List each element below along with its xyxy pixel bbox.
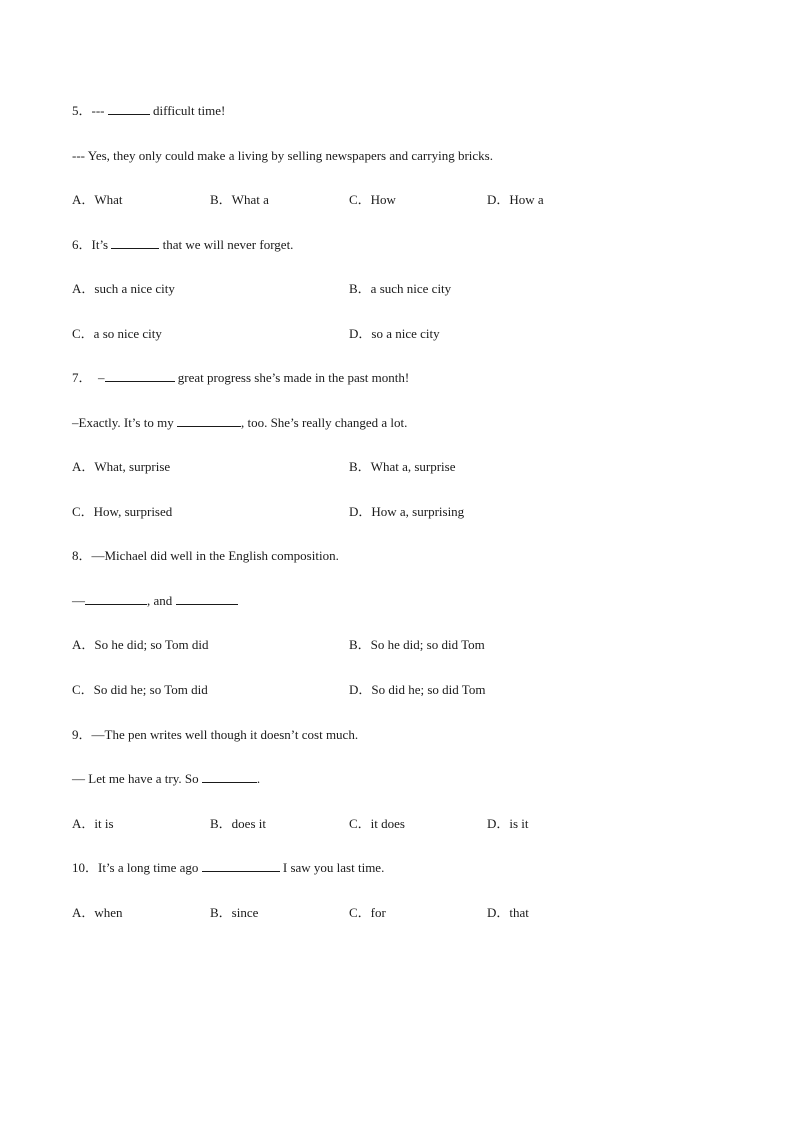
q9-response: — Let me have a try. So . xyxy=(72,771,261,786)
q9-stem: 9．—The pen writes well though it doesn’t cost much. xyxy=(72,727,359,742)
q9-option-c: C．it does xyxy=(349,816,405,831)
q9-option-d: D．is it xyxy=(487,816,529,831)
q6-option-b: B．a such nice city xyxy=(349,281,452,296)
q10-stem: 10．It’s a long time ago I saw you last time. xyxy=(72,860,385,875)
q10-option-c: C．for xyxy=(349,905,386,920)
q7-option-b: B．What a, surprise xyxy=(349,459,456,474)
answer-blank xyxy=(111,237,159,249)
q6-option-d: D．so a nice city xyxy=(349,326,440,341)
q10-option-b: B．since xyxy=(210,905,259,920)
q6-option-a: A．such a nice city xyxy=(72,281,175,296)
q5-option-d: D．How a xyxy=(487,192,544,207)
q9-option-b: B．does it xyxy=(210,816,266,831)
q9-option-a: A．it is xyxy=(72,816,114,831)
answer-blank xyxy=(202,860,280,872)
q8-option-b: B．So he did; so did Tom xyxy=(349,637,485,652)
q7-option-a: A．What, surprise xyxy=(72,459,171,474)
q8-option-c: C．So did he; so Tom did xyxy=(72,682,208,697)
q7-option-c: C．How, surprised xyxy=(72,504,173,519)
q8-option-a: A．So he did; so Tom did xyxy=(72,637,209,652)
q7-response: –Exactly. It’s to my , too. She’s really changed a lot. xyxy=(72,415,408,430)
q7-stem: 7． – great progress she’s made in the past month! xyxy=(72,370,410,385)
q5-stem: 5．--- difficult time! xyxy=(72,103,226,118)
q6-option-c: C．a so nice city xyxy=(72,326,162,341)
q5-response: --- Yes, they only could make a living by selling newspapers and carrying bricks. xyxy=(72,148,493,163)
q7-option-d: D．How a, surprising xyxy=(349,504,465,519)
answer-blank xyxy=(108,103,150,115)
q8-stem: 8．—Michael did well in the English composition. xyxy=(72,548,339,563)
q5-option-a: A．What xyxy=(72,192,123,207)
q10-option-a: A．when xyxy=(72,905,123,920)
answer-blank xyxy=(202,771,257,783)
answer-blank xyxy=(105,370,175,382)
q8-response: — , and xyxy=(72,593,238,609)
q10-option-d: D．that xyxy=(487,905,529,920)
answer-blank xyxy=(85,593,147,605)
answer-blank xyxy=(177,415,241,427)
answer-blank xyxy=(176,593,238,605)
q5-option-c: C．How xyxy=(349,192,396,207)
q5-option-b: B．What a xyxy=(210,192,269,207)
q8-option-d: D．So did he; so did Tom xyxy=(349,682,486,697)
q6-stem: 6．It’s that we will never forget. xyxy=(72,237,294,252)
